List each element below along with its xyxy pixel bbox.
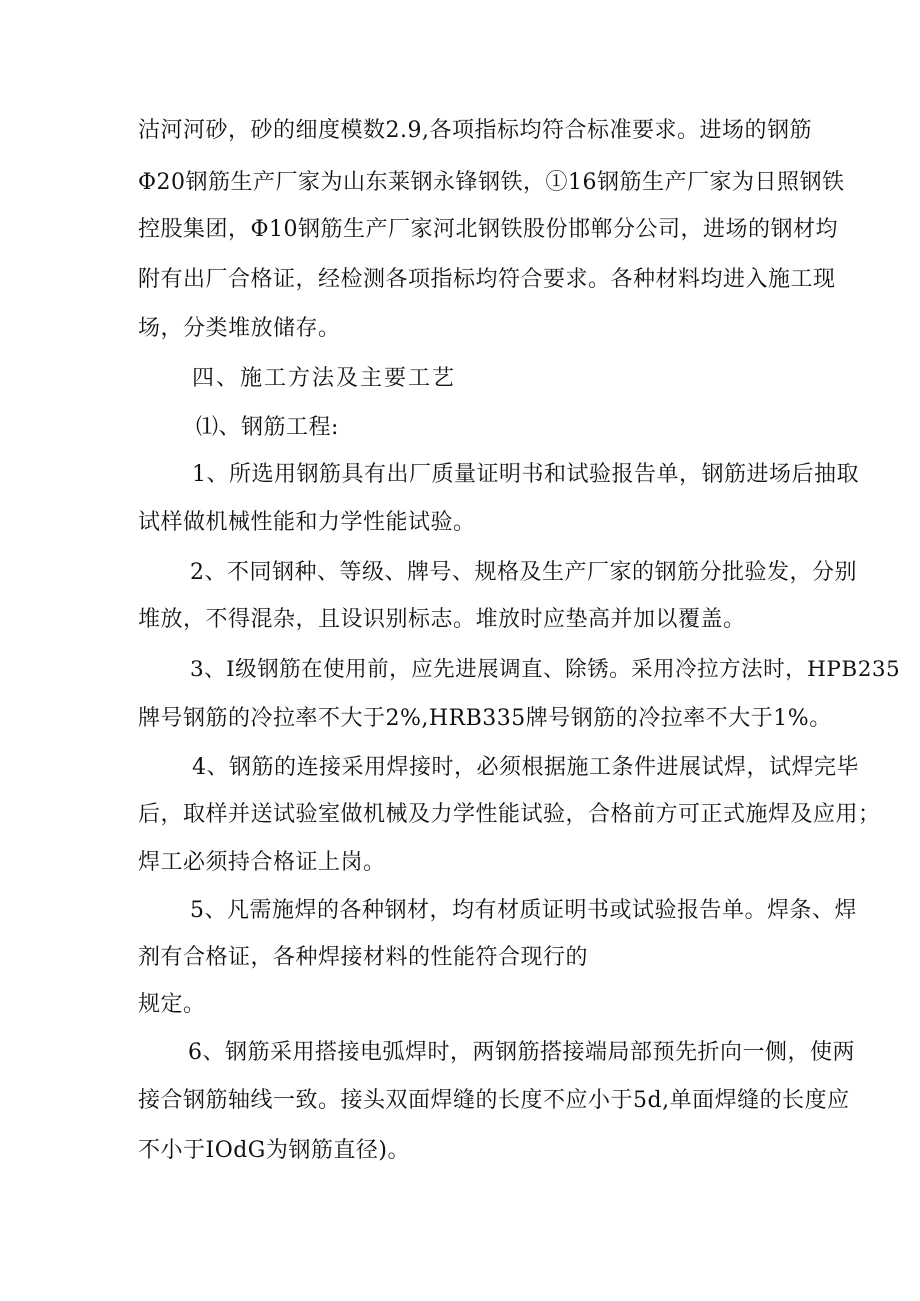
text-line: Φ20钢筋生产厂家为山东莱钢永锋钢铁，①16钢筋生产厂家为日照钢铁 — [138, 170, 845, 195]
section-heading: 四、施工方法及主要工艺 — [192, 366, 457, 391]
text-line: 1、所选用钢筋具有出厂质量证明书和试验报告单，钢筋进场后抽取 — [192, 462, 859, 487]
text-line: 6、钢筋采用搭接电弧焊时，两钢筋搭接端局部预先折向一侧，使两 — [188, 1040, 855, 1065]
text-line: 沽河河砂，砂的细度模数2.9,各项指标均符合标准要求。进场的钢筋 — [138, 118, 812, 143]
text-line: 焊工必须持合格证上岗。 — [138, 850, 386, 875]
text-line: 堆放，不得混杂，且设识别标志。堆放时应垫高并加以覆盖。 — [138, 607, 746, 632]
text-line: 接合钢筋轴线一致。接头双面焊缝的长度不应小于5d,单面焊缝的长度应 — [138, 1088, 850, 1113]
text-line: 控股集团，Φ10钢筋生产厂家河北钢铁股份邯郸分公司，进场的钢材均 — [138, 217, 839, 242]
text-line: 2、不同钢种、等级、牌号、规格及生产厂家的钢筋分批验发，分别 — [190, 560, 857, 585]
text-line: 规定。 — [138, 992, 206, 1017]
text-line: 后，取样并送试验室做机械及力学性能试验，合格前方可正式施焊及应用； — [138, 802, 881, 827]
subsection-heading: ⑴、钢筋工程: — [196, 415, 339, 440]
text-line: 5、凡需施焊的各种钢材，均有材质证明书或试验报告单。焊条、焊 — [190, 898, 857, 923]
text-line: 4、钢筋的连接采用焊接时，必须根据施工条件进展试焊，试焊完毕 — [192, 755, 859, 780]
text-line: 牌号钢筋的冷拉率不大于2%,HRB335牌号钢筋的冷拉率不大于1%。 — [138, 706, 832, 731]
text-line: 3、I级钢筋在使用前，应先进展调直、除锈。采用冷拉方法时，HPB235 — [190, 657, 901, 682]
text-line: 不小于IOdG为钢筋直径)。 — [138, 1138, 410, 1163]
text-line: 试样做机械性能和力学性能试验。 — [138, 510, 476, 535]
text-line: 附有出厂合格证，经检测各项指标均符合要求。各种材料均进入施工现 — [138, 267, 836, 292]
text-line: 场，分类堆放储存。 — [138, 316, 341, 341]
text-line: 剂有合格证，各种焊接材料的性能符合现行的 — [138, 945, 589, 970]
